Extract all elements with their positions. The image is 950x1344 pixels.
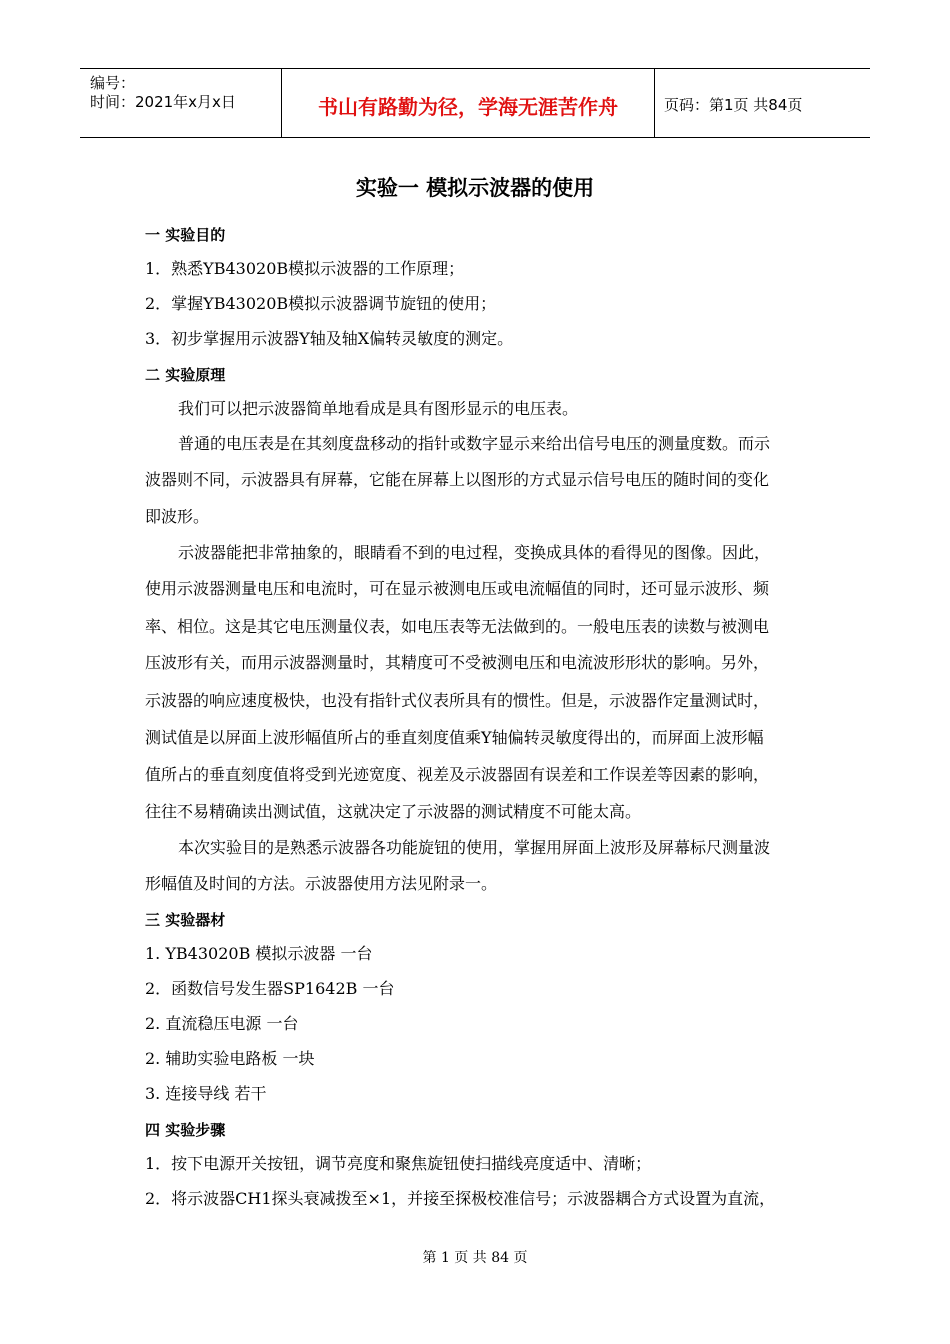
list-item: 3. 连接导线 若干 xyxy=(145,1084,267,1103)
section-heading-purpose: 一 实验目的 xyxy=(145,226,226,244)
list-item: 1．按下电源开关按钮，调节亮度和聚焦旋钮使扫描线亮度适中、清晰； xyxy=(145,1154,652,1173)
list-item: 2. 直流稳压电源 一台 xyxy=(145,1014,299,1033)
header-motto-cell xyxy=(281,69,655,137)
paragraph-line: 本次实验目的是熟悉示波器各功能旋钮的使用，掌握用屏面上波形及屏幕标尺测量波 xyxy=(178,838,771,857)
paragraph-line: 形幅值及时间的方法。示波器使用方法见附录一。 xyxy=(145,874,498,893)
list-item: 2. 辅助实验电路板 一块 xyxy=(145,1049,315,1068)
paragraph-line: 示波器的响应速度极快，也没有指针式仪表所具有的惯性。但是，示波器作定量测试时， xyxy=(145,691,770,710)
paragraph-line: 往往不易精确读出测试值，这就决定了示波器的测试精度不可能太高。 xyxy=(145,802,642,821)
section-heading-equipment: 三 实验器材 xyxy=(145,911,226,929)
list-item: 3．初步掌握用示波器Y轴及轴X偏转灵敏度的测定。 xyxy=(145,329,514,348)
paragraph-line: 即波形。 xyxy=(145,507,210,526)
paragraph-line: 率、相位。这是其它电压测量仪表，如电压表等无法做到的。一般电压表的读数与被测电 xyxy=(145,617,770,636)
page-header xyxy=(80,68,870,138)
list-item: 2．将示波器CH1探头衰减拨至×1，并接至探极校准信号；示波器耦合方式设置为直流， xyxy=(145,1189,776,1208)
list-item: 1. YB43020B 模拟示波器 一台 xyxy=(145,944,373,963)
paragraph-line: 测试值是以屏面上波形幅值所占的垂直刻度值乘Y轴偏转灵敏度得出的，而屏面上波形幅 xyxy=(145,728,764,747)
page-footer: 第 1 页 共 84 页 xyxy=(422,1250,528,1266)
paragraph-line: 我们可以把示波器简单地看成是具有图形显示的电压表。 xyxy=(178,399,579,418)
document-title: 实验一 模拟示波器的使用 xyxy=(355,176,595,200)
list-item: 2．函数信号发生器SP1642B 一台 xyxy=(145,979,395,998)
header-page-cell xyxy=(654,69,870,137)
section-heading-principle: 二 实验原理 xyxy=(145,366,226,384)
paragraph-line: 普通的电压表是在其刻度盘移动的指针或数字显示来给出信号电压的测量度数。而示 xyxy=(178,434,771,453)
header-date-label: 时间：2021年x月x日 xyxy=(90,93,236,111)
paragraph-line: 波器则不同，示波器具有屏幕，它能在屏幕上以图形的方式显示信号电压的随时间的变化 xyxy=(145,470,770,489)
paragraph-line: 压波形有关，而用示波器测量时，其精度可不受被测电压和电流波形形状的影响。另外， xyxy=(145,653,770,672)
list-item: 2．掌握YB43020B模拟示波器调节旋钮的使用； xyxy=(145,294,497,313)
paragraph-line: 示波器能把非常抽象的，眼睛看不到的电过程，变换成具体的看得见的图像。因此， xyxy=(178,543,771,562)
paragraph-line: 使用示波器测量电压和电流时，可在显示被测电压或电流幅值的同时，还可显示波形、频 xyxy=(145,579,770,598)
header-left-cell xyxy=(80,69,281,137)
section-heading-steps: 四 实验步骤 xyxy=(145,1121,226,1139)
header-motto: 书山有路勤为径，学海无涯苦作舟 xyxy=(318,95,618,119)
list-item: 1．熟悉YB43020B模拟示波器的工作原理； xyxy=(145,259,465,278)
header-number-label: 编号： xyxy=(90,74,136,92)
header-page-info: 页码：第1页 共84页 xyxy=(664,96,803,114)
paragraph-line: 值所占的垂直刻度值将受到光迹宽度、视差及示波器固有误差和工作误差等因素的影响， xyxy=(145,765,770,784)
